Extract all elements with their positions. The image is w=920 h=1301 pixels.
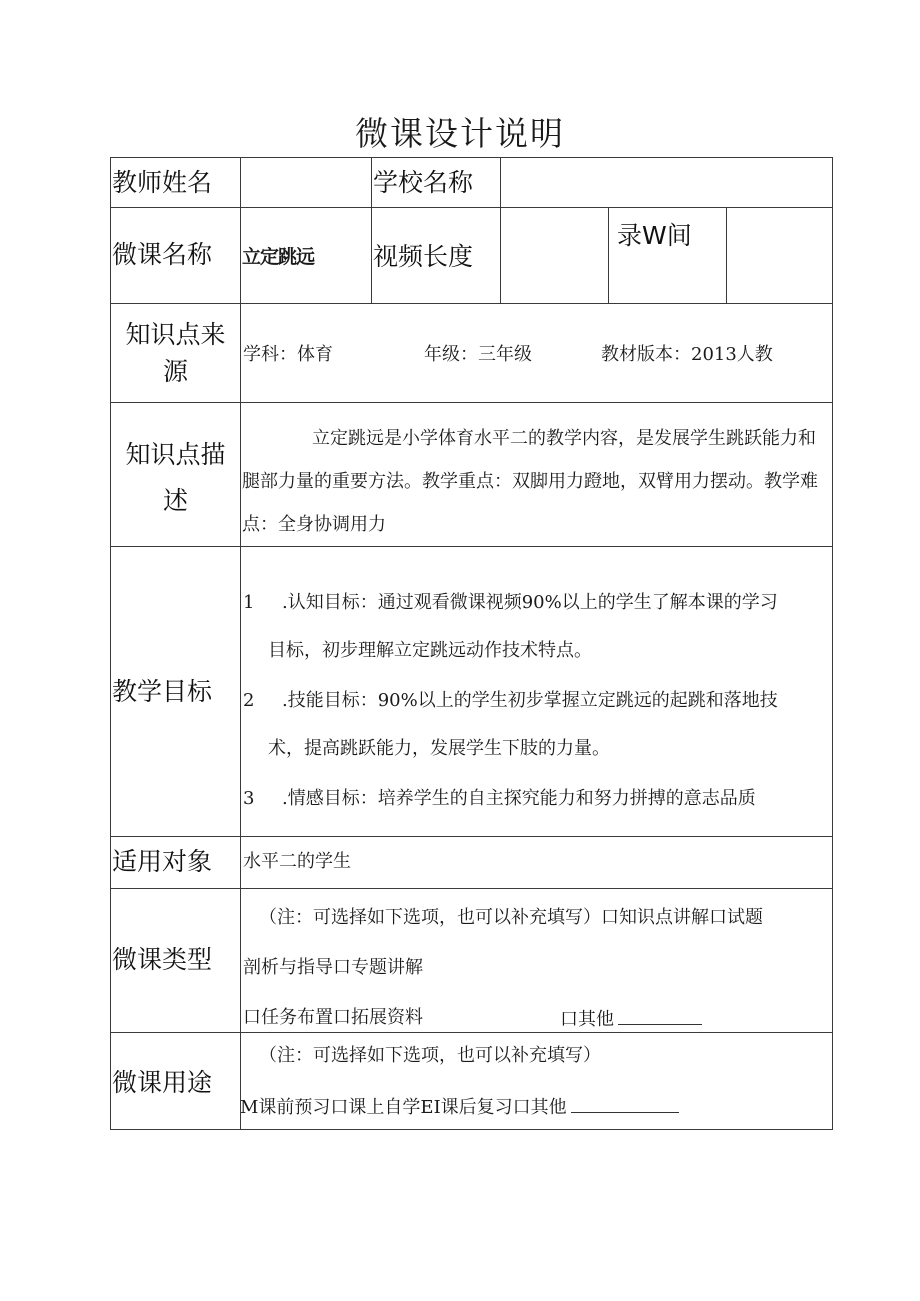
- objective-line: 目标，初步理解立定跳远动作技术特点。: [268, 640, 592, 661]
- usage-options[interactable]: M课前预习口课上自学EI课后复习口其他: [240, 1097, 567, 1118]
- objective-number: 2: [243, 690, 255, 711]
- course-type-line1: （注：可选择如下选项，也可以补充填写）口知识点讲解口试题: [259, 907, 763, 928]
- row-divider: [110, 836, 833, 837]
- objective-line: .认知目标：通过观看微课视频90%以上的学生了解本课的学习: [282, 592, 778, 613]
- cell-divider: [726, 207, 727, 304]
- table-border-top: [110, 157, 833, 158]
- course-type-other[interactable]: [560, 1006, 702, 1032]
- course-type-label: 微课类型: [112, 945, 213, 974]
- course-type-options-a[interactable]: 口任务布置口拓展资料: [243, 1007, 423, 1028]
- table-border-bottom: [110, 1129, 833, 1130]
- usage-other-blank[interactable]: [571, 1094, 679, 1113]
- cell-divider: [371, 157, 372, 304]
- usage-line2-row[interactable]: [240, 1094, 679, 1120]
- objective-number: 1: [243, 592, 255, 613]
- video-length-label: 视频长度: [373, 242, 474, 271]
- teacher-name-label: 教师姓名: [112, 168, 213, 197]
- source-label-line1: 知识点来: [125, 320, 226, 349]
- row-divider: [110, 402, 833, 403]
- audience-label: 适用对象: [112, 847, 213, 876]
- usage-label: 微课用途: [112, 1068, 213, 1097]
- objectives-label: 教学目标: [112, 677, 213, 706]
- table-border-right: [832, 157, 833, 1130]
- source-label: [111, 318, 240, 389]
- source-grade: 年级：三年级: [424, 344, 532, 365]
- objective-line: .情感目标：培养学生的自主探究能力和努力拼搏的意志品质: [282, 788, 756, 809]
- row-divider: [110, 546, 833, 547]
- description-label-line1: 知识点描: [125, 440, 226, 469]
- course-type-other-blank[interactable]: [618, 1006, 702, 1025]
- page-title: 微课设计说明: [355, 114, 565, 153]
- course-name-value: 立定跳远: [242, 246, 315, 268]
- table-border-left: [110, 157, 111, 1130]
- description-text: 立定跳远是小学体育水平二的教学内容，是发展学生跳跃能力和腿部力量的重要方法。教学重点：双脚用力蹬地，双臂用力摆动。教学难点：全身协调用力: [242, 428, 818, 535]
- course-name-label: 微课名称: [112, 240, 213, 269]
- row-divider: [110, 207, 833, 208]
- course-type-other-label: 口其他: [560, 1009, 614, 1030]
- audience-value: 水平二的学生: [243, 851, 351, 872]
- description-label: [111, 438, 240, 518]
- school-name-label: 学校名称: [373, 168, 474, 197]
- course-type-line2: 剖析与指导口专题讲解: [243, 957, 423, 978]
- usage-line1: （注：可选择如下选项，也可以补充填写）: [259, 1045, 601, 1066]
- source-subject: 学科：体育: [243, 344, 333, 365]
- objective-number: 3: [243, 788, 255, 809]
- cell-divider: [500, 157, 501, 304]
- row-divider: [110, 303, 833, 304]
- objective-line: 术，提高跳跃能力，发展学生下肢的力量。: [268, 738, 610, 759]
- source-label-line2: 源: [162, 357, 188, 386]
- source-edition: 教材版本：2013人教: [601, 344, 773, 365]
- cell-divider: [608, 207, 609, 304]
- record-time-label: 录W间: [617, 221, 692, 250]
- label-column-divider: [240, 157, 241, 1130]
- description-label-line2: 述: [162, 486, 188, 515]
- row-divider: [110, 1032, 833, 1033]
- row-divider: [110, 888, 833, 889]
- objective-line: .技能目标：90%以上的学生初步掌握立定跳远的起跳和落地技: [282, 690, 778, 711]
